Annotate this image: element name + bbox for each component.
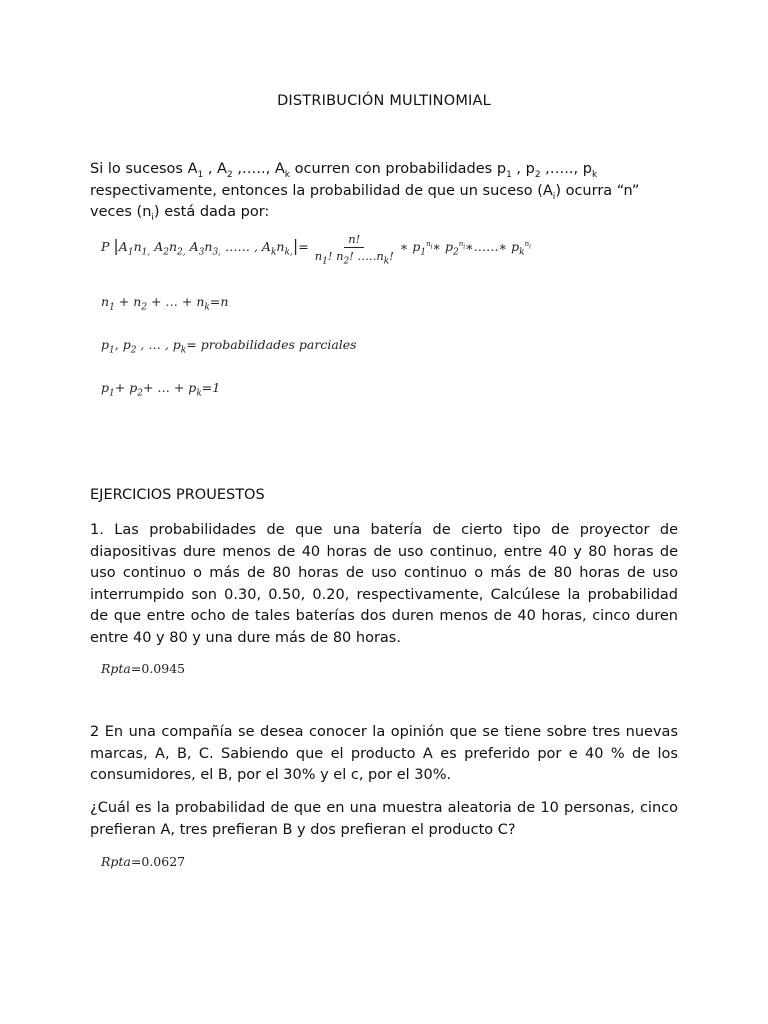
formula-probabilities: $p_1$, $p_2$ , … , $p_k=$ probabilidades parciales	[101, 337, 357, 356]
exercise-2-answer: Rpta=0.0627	[101, 854, 186, 869]
intro-text: Si lo sucesos A	[90, 161, 198, 177]
formula-sum-p: $p_1+ p_2+$ … + $p_k=1$	[101, 380, 221, 399]
exercise-2-question: ¿Cuál es la probabilidad de que en una muestra aleatoria de 10 personas, cinco prefieran A, tres prefieran B y dos prefieran el producto C?	[90, 800, 678, 838]
page-title: DISTRIBUCIÓN MULTINOMIAL	[277, 93, 491, 109]
intro-paragraph: Si lo sucesos $A_1$ , $A_2$ ,….., $A_k$ ocurren con probabilidades $p_1$ , $p_2$ ,….., $p_k$ respectivamente, entonces la probabilidad de que un suceso $(A_i)$ ocurra “n” veces $(n_i)$ está dada por:	[90, 161, 640, 223]
multinomial-formula: P $|A_1n_{1,}$ $A_2n_{2,}$ $A_3n_{3,}$ …… , $A_kn_{k,}|=$ $\frac{n!}{n_1! n_2! \dots..n_k!}$ ∗ $p_1^{n_i}∗$ $p_2^{n_i}∗\dots\dots∗$ $p_k^{n_i}$	[101, 232, 532, 267]
section-heading: EJERCICIOS PROUESTOS	[90, 487, 265, 503]
exercise-2-text: 2 En una compañía se desea conocer la opinión que se tiene sobre tres nuevas marcas, A, B, C. Sabiendo que el producto A es preferido por e 40 % de los consumidores, el B, por el 30% y el c, por el 30%.	[90, 724, 678, 783]
formula-fraction: $\frac{n!}{n_1! n_2! \dots..n_k!}$	[314, 232, 394, 267]
formula-sum-n: $n_1 + n_2$ + … + $n_k=n$	[101, 294, 229, 313]
exercise-1-text: 1. Las probabilidades de que una batería de cierto tipo de proyector de diapositivas dure menos de 40 horas de uso continuo, entre 40 y 80 horas de uso continuo o más de 80 horas de uso continuo o más de 80 horas de uso interrumpido son 0.30, 0.50, 0.20, respectivamente, Calcúlese la probabilidad de que entre ocho de tales baterías dos duren menos de 40 horas, cinco duren entre 40 y 80 y una dure más de 80 horas.	[90, 522, 678, 646]
exercise-1-answer: Rpta=0.0945	[101, 661, 186, 676]
